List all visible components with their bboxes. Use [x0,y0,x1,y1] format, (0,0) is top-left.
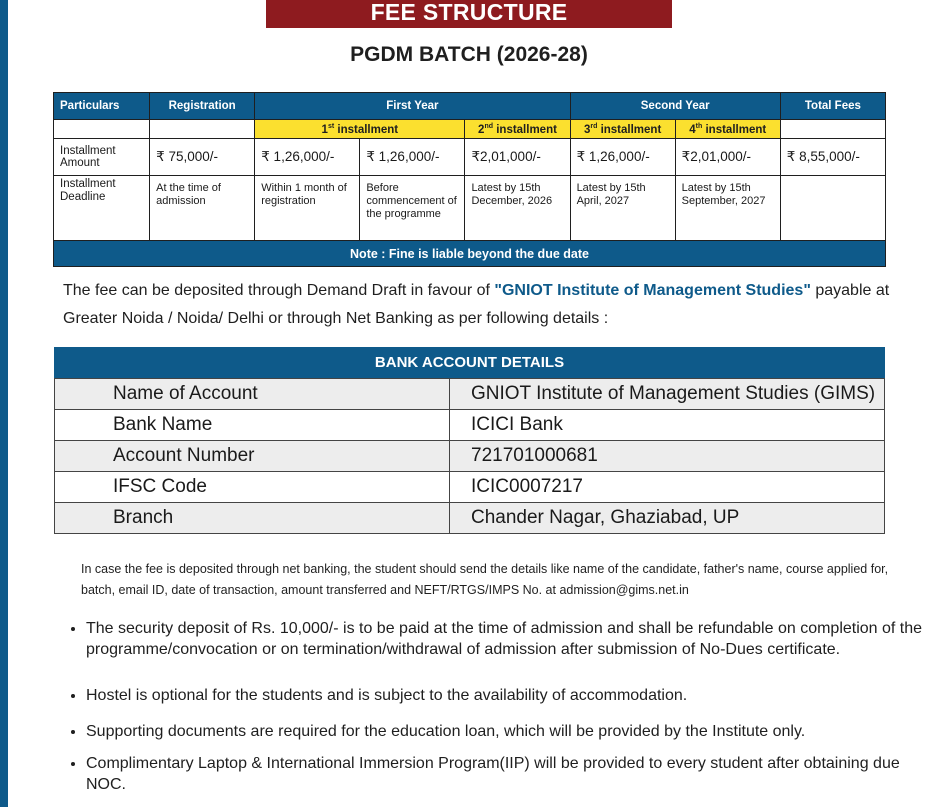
fee-points-list [48,618,928,795]
deadline-cell: Within 1 month of registration [255,176,360,241]
bank-row [55,503,885,534]
blank-cell [54,120,150,139]
bank-details-header: BANK ACCOUNT DETAILS [54,347,885,378]
col-registration: Registration [150,93,255,120]
installment-4-header: 4th installment [675,120,780,139]
deposit-paragraph: The fee can be deposited through Demand Draft in favour of "GNIOT Institute of Management Studies" payable at Greater Noida / Noida/ Delhi or through Net Banking as per following details : [63,282,890,327]
amount-cell: ₹ 1,26,000/- [255,139,360,176]
fee-table [53,92,886,267]
deadline-cell: Before commencement of the programme [360,176,465,241]
deadline-cell: At the time of admission [150,176,255,241]
bank-details-table [54,378,885,534]
row-label: Installment Deadline [54,176,150,241]
amount-cell: ₹ 1,26,000/- [570,139,675,176]
col-total-fees: Total Fees [780,93,885,120]
bank-key: Account Number [55,441,450,472]
installment-header-row [54,120,886,139]
deadline-cell [780,176,885,241]
bank-value: ICIC0007217 [450,472,885,503]
bank-value: 721701000681 [450,441,885,472]
bank-key: Name of Account [55,379,450,410]
blank-cell [780,120,885,139]
list-item: • Supporting documents are required for the education loan, which will be provided by the Institute only. [86,721,928,742]
bank-row [55,441,885,472]
fine-note-row [54,241,886,267]
net-banking-note: In case the fee is deposited through net banking, the student should send the details like name of the candidate, father's name, course applied for, batch, email ID, date of transaction, amount transferred and NEFT/RTGS/IMPS No. at admission@gims.net.in [81,562,889,597]
bank-value: ICICI Bank [450,410,885,441]
installment-1-header: 1st installment [255,120,465,139]
col-first-year: First Year [255,93,570,120]
deadline-cell: Latest by 15th September, 2027 [675,176,780,241]
bank-value: Chander Nagar, Ghaziabad, UP [450,503,885,534]
bank-key: Branch [55,503,450,534]
list-item: • Complimentary Laptop & International Immersion Program(IIP) will be provided to every student after obtaining due NOC. [86,753,928,795]
col-particulars: Particulars [54,93,150,120]
installment-2-header: 2nd installment [465,120,570,139]
bank-key: IFSC Code [55,472,450,503]
fine-note: Note : Fine is liable beyond the due date [54,241,886,267]
installment-amount-row [54,139,886,176]
amount-cell: ₹ 75,000/- [150,139,255,176]
list-item: • The security deposit of Rs. 10,000/- is to be paid at the time of admission and shall be refundable on completion of the programme/convocation or on termination/withdrawal of admission after submission of No-Dues certificate. [86,618,928,660]
row-label: Installment Amount [54,139,150,176]
amount-cell: ₹ 1,26,000/- [360,139,465,176]
amount-cell: ₹ 8,55,000/- [780,139,885,176]
batch-subtitle: PGDM BATCH (2026-28) [350,43,588,66]
blank-cell [150,120,255,139]
bank-row [55,379,885,410]
fee-table-header-row [54,93,886,120]
deadline-cell: Latest by 15th April, 2027 [570,176,675,241]
institute-name: "GNIOT Institute of Management Studies" [494,282,811,299]
deadline-cell: Latest by 15th December, 2026 [465,176,570,241]
bank-key: Bank Name [55,410,450,441]
bank-row [55,410,885,441]
amount-cell: ₹2,01,000/- [675,139,780,176]
bank-row [55,472,885,503]
installment-deadline-row [54,176,886,241]
installment-3-header: 3rd installment [570,120,675,139]
amount-cell: ₹2,01,000/- [465,139,570,176]
fee-structure-banner: FEE STRUCTURE [266,0,672,28]
col-second-year: Second Year [570,93,780,120]
list-item: • Hostel is optional for the students and is subject to the availability of accommodation. [86,685,928,706]
left-accent-bar [0,0,8,807]
bank-value: GNIOT Institute of Management Studies (GIMS) [450,379,885,410]
